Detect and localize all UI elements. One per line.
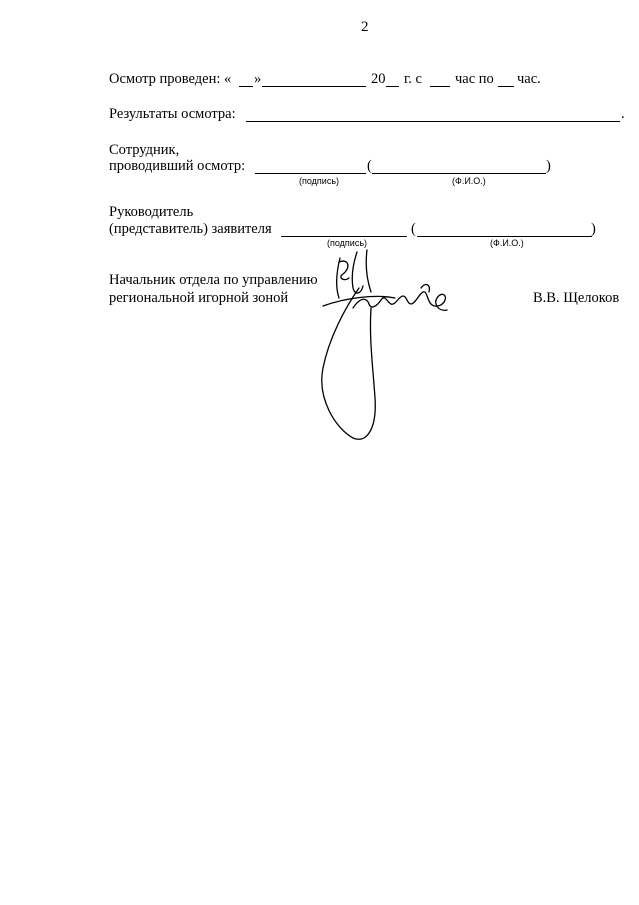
applicant-role: (представитель) заявителя: [109, 221, 272, 237]
month-blank: [262, 86, 366, 87]
employee-title: Сотрудник,: [109, 142, 180, 158]
applicant-name-blank: [417, 236, 592, 237]
hour-to-label: час.: [517, 71, 541, 87]
results-blank: [246, 121, 620, 122]
day-blank: [239, 86, 253, 87]
results-end: .: [621, 106, 625, 122]
handwritten-signature: [315, 248, 455, 448]
employee-role: проводивший осмотр:: [109, 158, 246, 174]
applicant-name-caption: (Ф.И.О.): [490, 238, 524, 248]
applicant-paren-close: ): [591, 221, 596, 237]
results-label: Результаты осмотра:: [109, 106, 236, 122]
employee-name-caption: (Ф.И.О.): [452, 176, 486, 186]
employee-name-blank: [372, 173, 546, 174]
year-prefix: 20: [371, 71, 386, 87]
signatory-name: В.В. Щелоков: [533, 290, 620, 306]
applicant-title: Руководитель: [109, 204, 194, 220]
applicant-signature-blank: [281, 236, 407, 237]
employee-paren-close: ): [546, 158, 551, 174]
hour-from-label: час по: [455, 71, 494, 87]
employee-signature-blank: [255, 173, 366, 174]
year-blank: [386, 86, 399, 87]
applicant-paren-open: (: [411, 221, 416, 237]
hour-to-blank: [498, 86, 514, 87]
signatory-position-line1: Начальник отдела по управлению: [109, 272, 318, 288]
signatory-position-line2: региональной игорной зоной: [109, 290, 289, 306]
employee-sign-caption: (подпись): [299, 176, 340, 186]
inspection-label: Осмотр проведен: «: [109, 71, 232, 87]
quote-close: »: [254, 71, 262, 87]
employee-paren-open: (: [367, 158, 372, 174]
year-suffix: г. с: [404, 71, 422, 87]
hour-from-blank: [430, 86, 450, 87]
page-number: 2: [361, 19, 369, 35]
applicant-sign-caption: (подпись): [327, 238, 368, 248]
